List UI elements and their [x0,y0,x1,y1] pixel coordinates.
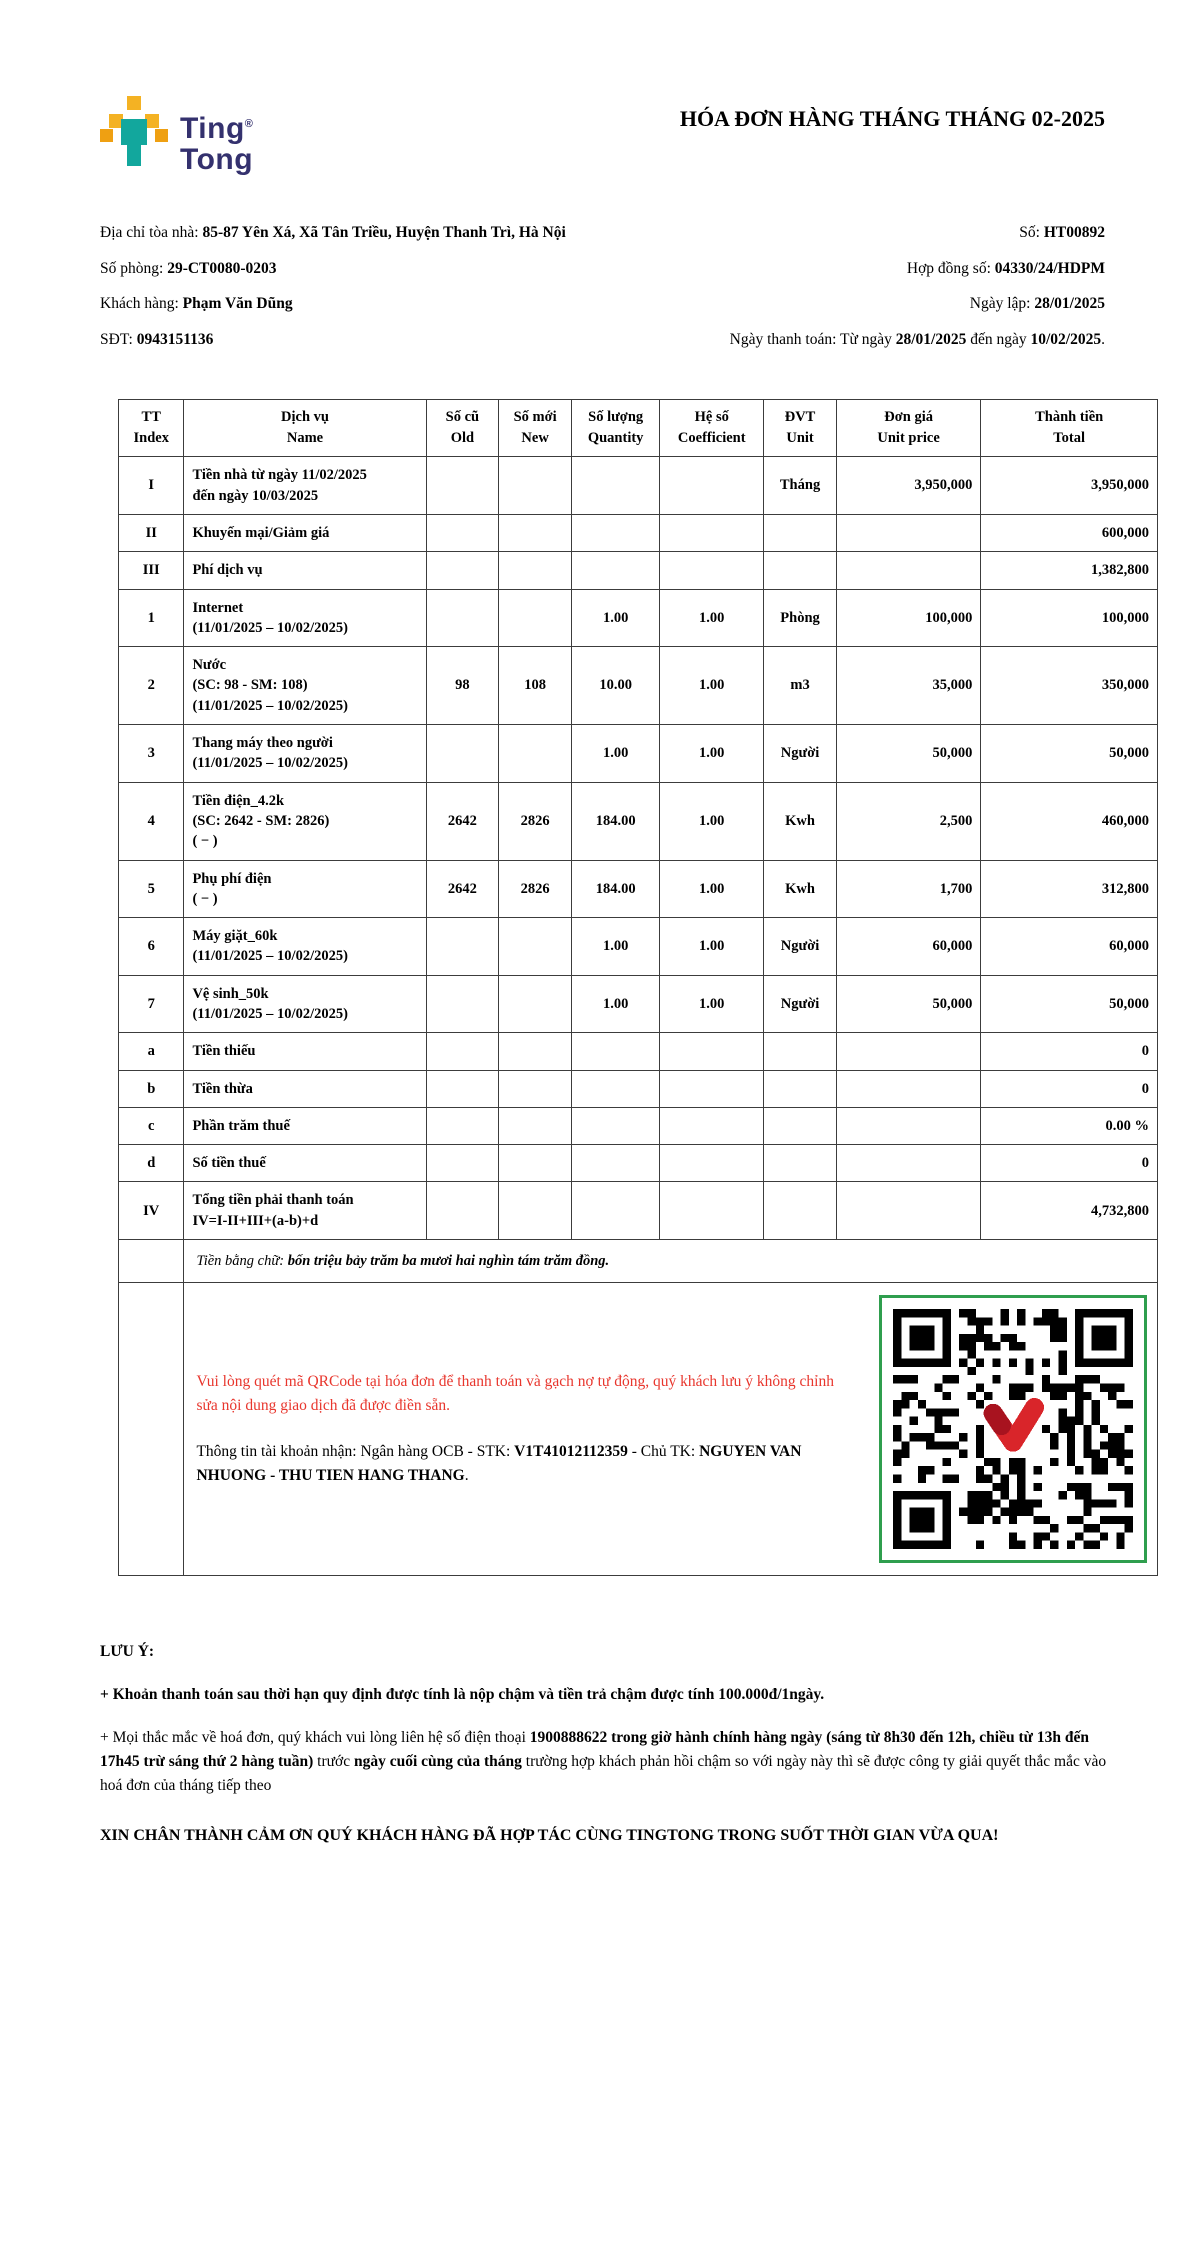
table-row-d [119,1145,1158,1182]
cell-unit [764,552,837,589]
cell-qty: 1.00 [571,975,659,1033]
cell-qty: 184.00 [571,860,659,918]
cell-total: 100,000 [981,589,1158,647]
cell-name: Tổng tiền phải thanh toán IV=I-II+III+(a-b)+d [184,1182,426,1240]
cell-new: 108 [499,647,572,725]
cell-name: Máy giặt_60k (11/01/2025 – 10/02/2025) [184,918,426,976]
table-body [119,457,1158,1240]
cell-qty [571,1070,659,1107]
invoice-table [118,399,1158,1576]
cell-total: 0 [981,1070,1158,1107]
cell-new [499,552,572,589]
cell-unit: Người [764,725,837,783]
cell-new [499,975,572,1033]
cell-qty [571,1033,659,1070]
cell-qty [571,457,659,515]
table-row-1 [119,589,1158,647]
cell-coef: 1.00 [660,918,764,976]
cell-name: Tiền thừa [184,1070,426,1107]
cell-price: 1,700 [836,860,980,918]
cell-total: 50,000 [981,725,1158,783]
cell-name: Phụ phí điện ( − ) [184,860,426,918]
column-header-coefficient: Hệ số Coefficient [660,400,764,457]
customer-phone: SĐT: 0943151136 [100,330,214,348]
qr-code-icon [893,1309,1133,1549]
tingtong-arrow-icon [100,96,168,168]
cell-price: 3,950,000 [836,457,980,515]
payment-qr-code [879,1295,1147,1563]
cell-qty [571,552,659,589]
cell-old [426,1107,499,1144]
cell-new [499,589,572,647]
cell-total: 600,000 [981,514,1158,551]
cell-unit: Người [764,918,837,976]
issue-date: Ngày lập: 28/01/2025 [969,295,1105,313]
cell-unit [764,514,837,551]
cell-tt: 2 [119,647,184,725]
cell-old [426,457,499,515]
cell-old: 98 [426,647,499,725]
cell-price [836,1033,980,1070]
cell-qty [571,514,659,551]
tingtong-wordmark: Ting® Tong [180,112,254,176]
cell-new [499,1033,572,1070]
cell-total: 0.00 % [981,1107,1158,1144]
cell-old [426,1182,499,1240]
table-row-II [119,514,1158,551]
cell-name: Tiền nhà từ ngày 11/02/2025 đến ngày 10/03/2025 [184,457,426,515]
table-row-5 [119,860,1158,918]
customer-info [100,219,570,361]
cell-total: 0 [981,1033,1158,1070]
closing-thanks: XIN CHÂN THÀNH CẢM ƠN QUÝ KHÁCH HÀNG ĐÃ HỢP TÁC CÙNG TINGTONG TRONG SUỐT THỜI GIAN VỪA QUA! [100,1827,999,1845]
tingtong-logo [100,96,253,175]
table-row-c [119,1107,1158,1144]
invoice-header [100,96,1105,175]
cell-tt: 5 [119,860,184,918]
cell-new: 2826 [499,782,572,860]
cell-new [499,918,572,976]
table-row-I [119,457,1158,515]
cell-name: Phần trăm thuế [184,1107,426,1144]
table-row-III [119,552,1158,589]
note-late-payment: + Khoản thanh toán sau thời hạn quy định được tính là nộp chậm và tiền trả chậm được tính 100.000đ/1ngày. [100,1686,825,1704]
cell-tt: b [119,1070,184,1107]
cell-old [426,514,499,551]
cell-total: 350,000 [981,647,1158,725]
cell-tt: 1 [119,589,184,647]
cell-unit: Phòng [764,589,837,647]
cell-tt: 6 [119,918,184,976]
cell-price [836,1070,980,1107]
cell-new: 2826 [499,860,572,918]
table-row-4 [119,782,1158,860]
column-header-total: Thành tiền Total [981,400,1158,457]
cell-name: Internet (11/01/2025 – 10/02/2025) [184,589,426,647]
cell-price [836,514,980,551]
cell-qty: 184.00 [571,782,659,860]
cell-name: Khuyến mại/Giảm giá [184,514,426,551]
room-number: Số phòng: 29-CT0080-0203 [100,259,277,277]
cell-coef: 1.00 [660,647,764,725]
invoice-number: Số: HT00892 [1019,224,1105,241]
column-header-name: Dịch vụ Name [184,400,426,457]
cell-old: 2642 [426,782,499,860]
cell-name: Tiền điện_4.2k (SC: 2642 - SM: 2826) ( − ) [184,782,426,860]
cell-total: 312,800 [981,860,1158,918]
amount-in-words-row [119,1240,1158,1283]
cell-tt: c [119,1107,184,1144]
cell-tt: III [119,552,184,589]
cell-old [426,1070,499,1107]
cell-qty [571,1145,659,1182]
contract-number: Hợp đồng số: 04330/24/HDPM [906,259,1105,277]
cell-qty [571,1182,659,1240]
cell-coef [660,552,764,589]
cell-old [426,725,499,783]
cell-name: Vệ sinh_50k (11/01/2025 – 10/02/2025) [184,975,426,1033]
cell-price [836,552,980,589]
registered-trademark: ® [244,118,254,130]
cell-price: 50,000 [836,725,980,783]
cell-tt: d [119,1145,184,1182]
cell-new [499,1182,572,1240]
note-contact-hotline: + Mọi thắc mắc về hoá đơn, quý khách vui lòng liên hệ số điện thoại 1900888622 trong giờ hành chính hàng ngày (sáng từ 8h30 đến 12h, chiều từ 13h đến 17h45 trừ sáng thứ 2 hàng tuần) trước ngày cuối cùng của tháng trường hợp khách phản hồi chậm so với ngày này thì sẽ được công ty giải quyết thắc mắc vào hoá đơn của tháng tiếp theo [100,1729,1107,1795]
cell-unit: m3 [764,647,837,725]
cell-new [499,1145,572,1182]
cell-total: 50,000 [981,975,1158,1033]
cell-unit: Kwh [764,782,837,860]
payment-period: Ngày thanh toán: Từ ngày 28/01/2025 đến ngày 10/02/2025. [729,330,1105,348]
cell-unit: Tháng [764,457,837,515]
column-header-quantity: Số lượng Quantity [571,400,659,457]
cell-price: 60,000 [836,918,980,976]
customer-name: Khách hàng: Phạm Văn Dũng [100,295,293,313]
payment-instructions [194,1370,853,1488]
cell-old [426,1145,499,1182]
cell-tt [119,1240,184,1283]
amount-in-words: Tiền bằng chữ: bốn triệu bảy trăm ba mươi hai nghìn tám trăm đồng. [184,1240,1158,1283]
page-title: HÓA ĐƠN HÀNG THÁNG THÁNG 02-2025 [679,106,1105,131]
invoice-info [100,219,1105,361]
cell-unit: Người [764,975,837,1033]
cell-old [426,975,499,1033]
cell-tt: a [119,1033,184,1070]
cell-coef [660,457,764,515]
cell-tt: 4 [119,782,184,860]
cell-price: 100,000 [836,589,980,647]
bank-account-info: Thông tin tài khoản nhận: Ngân hàng OCB - STK: V1T41012112359 - Chủ TK: NGUYEN VAN NHUONG - THU TIEN HANG THANG. [196,1443,802,1485]
column-header-unit: ĐVT Unit [764,400,837,457]
cell-tt: 7 [119,975,184,1033]
cell-unit: Kwh [764,860,837,918]
cell-unit [764,1070,837,1107]
column-header-index: TT Index [119,400,184,457]
cell-qty: 1.00 [571,725,659,783]
table-row-IV [119,1182,1158,1240]
table-row-b [119,1070,1158,1107]
column-header-old: Số cũ Old [426,400,499,457]
cell-coef: 1.00 [660,860,764,918]
cell-coef: 1.00 [660,589,764,647]
cell-coef [660,514,764,551]
cell-coef [660,1070,764,1107]
invoice-notes [100,1640,1110,1849]
cell-name: Thang máy theo người (11/01/2025 – 10/02/2025) [184,725,426,783]
cell-old [426,589,499,647]
cell-unit [764,1107,837,1144]
cell-unit [764,1033,837,1070]
building-address: Địa chỉ tòa nhà: 85-87 Yên Xá, Xã Tân Triều, Huyện Thanh Trì, Hà Nội [100,224,566,241]
cell-total: 60,000 [981,918,1158,976]
column-header-new: Số mới New [499,400,572,457]
cell-old: 2642 [426,860,499,918]
cell-name: Nước (SC: 98 - SM: 108) (11/01/2025 – 10/02/2025) [184,647,426,725]
cell-tt: I [119,457,184,515]
cell-unit [764,1182,837,1240]
table-header [119,400,1158,457]
cell-total: 4,732,800 [981,1182,1158,1240]
cell-total: 1,382,800 [981,552,1158,589]
cell-tt: 3 [119,725,184,783]
cell-total: 3,950,000 [981,457,1158,515]
qr-payment-notice: Vui lòng quét mã QRCode tại hóa đơn để thanh toán và gạch nợ tự động, quý khách lưu ý không chỉnh sửa nội dung giao dịch đã được điền sẵn. [196,1373,834,1415]
cell-price [836,1182,980,1240]
qr-row [119,1283,1158,1576]
cell-price [836,1145,980,1182]
table-row-6 [119,918,1158,976]
cell-name: Phí dịch vụ [184,552,426,589]
cell-coef [660,1033,764,1070]
cell-new [499,457,572,515]
cell-new [499,725,572,783]
cell-coef [660,1182,764,1240]
cell-price: 50,000 [836,975,980,1033]
cell-coef: 1.00 [660,975,764,1033]
cell-tt: II [119,514,184,551]
cell-tt [119,1283,184,1576]
cell-old [426,918,499,976]
cell-name: Tiền thiếu [184,1033,426,1070]
cell-name: Số tiền thuế [184,1145,426,1182]
cell-coef [660,1107,764,1144]
cell-new [499,514,572,551]
cell-price: 2,500 [836,782,980,860]
cell-price [836,1107,980,1144]
table-row-7 [119,975,1158,1033]
cell-old [426,552,499,589]
cell-total: 460,000 [981,782,1158,860]
invoice-meta [585,219,1105,361]
cell-old [426,1033,499,1070]
cell-coef: 1.00 [660,782,764,860]
cell-qty [571,1107,659,1144]
cell-qty: 1.00 [571,918,659,976]
cell-qty: 10.00 [571,647,659,725]
table-row-a [119,1033,1158,1070]
cell-coef: 1.00 [660,725,764,783]
column-header-unit-price: Đơn giá Unit price [836,400,980,457]
cell-unit [764,1145,837,1182]
cell-total: 0 [981,1145,1158,1182]
table-row-3 [119,725,1158,783]
cell-qty: 1.00 [571,589,659,647]
table-row-2 [119,647,1158,725]
cell-new [499,1107,572,1144]
cell-coef [660,1145,764,1182]
cell-new [499,1070,572,1107]
cell-price: 35,000 [836,647,980,725]
table-summary [119,1240,1158,1576]
cell-tt: IV [119,1182,184,1240]
notes-title: LƯU Ý: [100,1643,155,1661]
